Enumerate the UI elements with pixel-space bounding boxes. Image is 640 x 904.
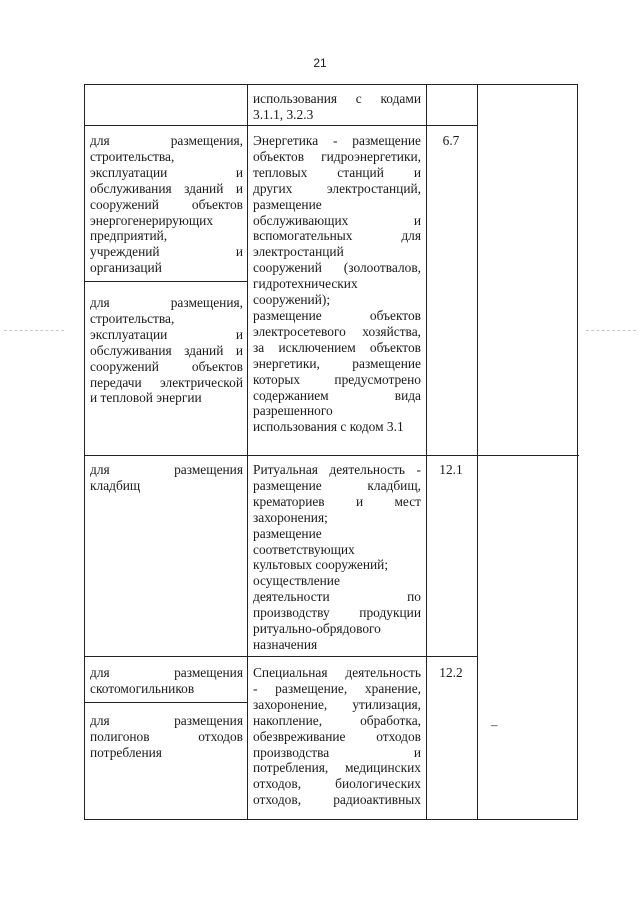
- description-line: обезвреживание отходов: [253, 728, 421, 744]
- purpose-cell: [90, 133, 243, 276]
- description-line: размещение: [253, 196, 322, 212]
- description-line: вспомогательных для: [253, 228, 421, 244]
- description-line: Ритуальная деятельность -: [253, 462, 421, 477]
- description-cell: [253, 91, 421, 123]
- description-cell: [253, 133, 421, 435]
- description-line: крематориев и мест: [253, 493, 421, 509]
- code-cell: 12.2: [439, 665, 463, 680]
- description-line: гидротехнических: [253, 276, 358, 292]
- sub-row-divider: [85, 702, 247, 703]
- purpose-line: сооружений объектов: [90, 196, 243, 212]
- row-divider: [477, 455, 579, 456]
- description-line: захоронение, утилизация,: [253, 696, 421, 712]
- description-cell: [253, 462, 421, 653]
- description-line: культовых сооружений;: [253, 557, 389, 573]
- code-cell: 12.1: [439, 462, 463, 477]
- purpose-line: полигонов отходов: [90, 728, 243, 744]
- description-line: энергетики, размещение: [253, 355, 421, 371]
- description-line: ритуально-обрядового: [253, 621, 381, 637]
- purpose-line: строительства,: [90, 310, 175, 326]
- description-line: накопление, обработка,: [253, 712, 421, 728]
- purpose-line: организаций: [90, 260, 162, 276]
- description-line: которых предусмотрено: [253, 371, 421, 387]
- purpose-line: скотомогильников: [90, 680, 195, 696]
- description-line: обслуживающих и: [253, 212, 421, 228]
- description-line: использования с кодами: [253, 91, 421, 106]
- description-line: назначения: [253, 636, 318, 652]
- column-divider: [247, 85, 248, 819]
- purpose-line: для размещения: [90, 665, 243, 680]
- description-line: захоронения;: [253, 509, 328, 525]
- column-divider: [477, 85, 478, 819]
- description-line: соответствующих: [253, 541, 355, 557]
- description-line: сооружений (золоотвалов,: [253, 260, 421, 276]
- description-line: - размещение, хранение,: [253, 680, 421, 696]
- description-line: производству продукции: [253, 605, 421, 621]
- column-divider: [426, 85, 427, 819]
- scan-artifact: [586, 330, 636, 331]
- purpose-cell: [90, 295, 243, 406]
- description-line: отходов, радиоактивных: [253, 792, 421, 808]
- description-line: объектов гидроэнергетики,: [253, 148, 421, 164]
- purpose-line: обслуживания зданий и: [90, 180, 243, 196]
- purpose-line: эксплуатации и: [90, 326, 243, 342]
- description-line: электросетевого хозяйства,: [253, 323, 421, 339]
- description-line: потребления, медицинских: [253, 760, 421, 776]
- purpose-line: кладбищ: [90, 477, 141, 493]
- purpose-line: сооружений объектов: [90, 358, 243, 374]
- description-line: деятельности по: [253, 589, 421, 605]
- purpose-cell: [90, 665, 243, 697]
- description-line: 3.1.1, 3.2.3: [253, 106, 314, 122]
- purpose-line: обслуживания зданий и: [90, 342, 243, 358]
- row-divider: [85, 656, 477, 657]
- empty-value-dash: –: [491, 717, 498, 732]
- description-line: сооружений);: [253, 292, 331, 308]
- purpose-line: для размещения,: [90, 295, 243, 310]
- land-use-table: [84, 84, 578, 820]
- row-divider: [85, 455, 477, 456]
- description-line: других электростанций,: [253, 180, 421, 196]
- purpose-line: предприятий,: [90, 228, 168, 244]
- description-line: размещение кладбищ,: [253, 477, 421, 493]
- description-line: осуществление: [253, 573, 340, 589]
- description-line: размещение: [253, 525, 322, 541]
- code-cell: 6.7: [442, 133, 460, 148]
- row-divider: [85, 125, 477, 126]
- purpose-line: потребления: [90, 744, 162, 760]
- purpose-cell: [90, 462, 243, 494]
- description-line: Энергетика - размещение: [253, 133, 421, 148]
- description-line: производства и: [253, 744, 421, 760]
- page-number: 21: [313, 56, 327, 70]
- purpose-line: эксплуатации и: [90, 164, 243, 180]
- purpose-line: для размещения: [90, 462, 243, 477]
- description-line: отходов, биологических: [253, 776, 421, 792]
- scan-artifact: [4, 330, 64, 331]
- purpose-line: энергогенерирующих: [90, 212, 214, 228]
- description-line: тепловых станций и: [253, 164, 421, 180]
- description-line: за исключением объектов: [253, 339, 421, 355]
- description-line: размещение объектов: [253, 307, 421, 323]
- description-line: содержанием вида: [253, 387, 421, 403]
- purpose-line: и тепловой энергии: [90, 390, 202, 406]
- purpose-line: для размещения: [90, 713, 243, 728]
- purpose-line: учреждений и: [90, 244, 243, 260]
- purpose-line: строительства,: [90, 148, 175, 164]
- description-line: электростанций: [253, 244, 344, 260]
- description-cell: [253, 665, 421, 808]
- description-line: разрешенного: [253, 403, 333, 419]
- purpose-line: передачи электрической: [90, 374, 243, 390]
- description-line: Специальная деятельность: [253, 665, 421, 680]
- purpose-line: для размещения,: [90, 133, 243, 148]
- description-line: использования с кодом 3.1: [253, 419, 404, 435]
- purpose-cell: [90, 713, 243, 761]
- sub-row-divider: [85, 281, 247, 282]
